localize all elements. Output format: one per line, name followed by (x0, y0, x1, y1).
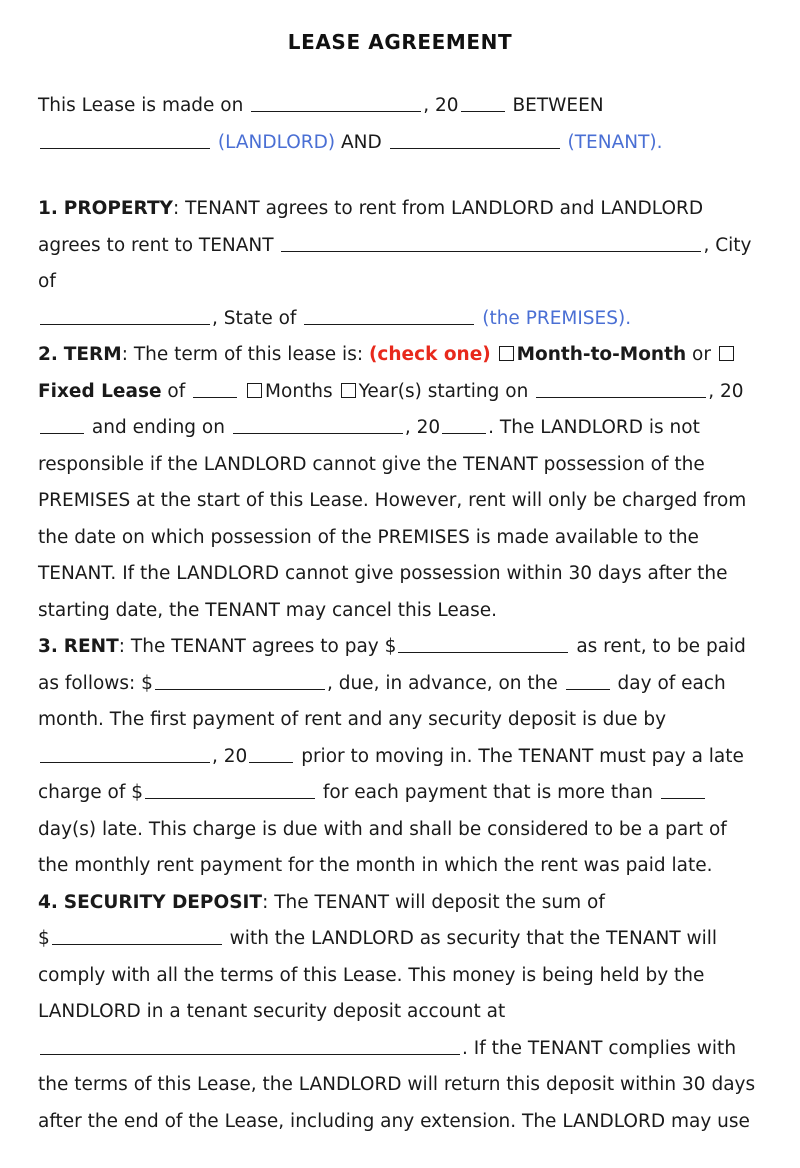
tenant-name-blank[interactable] (390, 130, 560, 149)
term-start-year-blank[interactable] (40, 415, 84, 434)
landlord-name-blank[interactable] (40, 130, 210, 149)
section-2-text-1: The term of this lease is: (133, 344, 364, 365)
section-4-heading: SECURITY DEPOSIT (63, 891, 263, 913)
section-2-heading: TERM (63, 344, 122, 365)
section-1-colon: : (172, 198, 180, 219)
first-payment-date-blank[interactable] (40, 744, 210, 763)
check-one-note: (check one) (368, 344, 491, 365)
checkbox-fixed-lease[interactable] (719, 346, 734, 361)
term-end-year-blank[interactable] (442, 415, 486, 434)
section-rent (38, 629, 762, 885)
section-1-text-3: , State of (212, 307, 297, 329)
section-2-text-3: starting on (427, 380, 529, 402)
section-3-text-8: day(s) late. This charge is due with and shall be considered to be a part of the monthly rent payment for the month in which the rent was paid late. (38, 818, 727, 876)
option-month-to-month-label: Month-to-Month (516, 344, 687, 365)
option-fixed-lease-label: Fixed Lease (38, 380, 162, 402)
section-2-text-7: . The LANDLORD is not responsible if the LANDLORD cannot give the TENANT possession of the PREMISES at the start of this Lease. However, rent will only be charged from the date on which possession of the PREMISES is made available to the TENANT. If the LANDLORD cannot give possession within 30 days after the starting date, the TENANT may cancel this Lease. (38, 417, 747, 621)
section-4-colon: : (262, 891, 269, 913)
page-title: LEASE AGREEMENT (287, 30, 513, 54)
checkbox-months[interactable] (247, 383, 262, 398)
option-years-label: Year(s) (358, 380, 422, 402)
section-3-text-5: , 20 (212, 745, 248, 767)
property-city-blank[interactable] (40, 306, 210, 325)
section-security-deposit (38, 885, 762, 1141)
section-2-text-4: , 20 (708, 380, 744, 402)
section-2-text-5: and ending on (91, 417, 225, 438)
section-4-text-2: $ (38, 928, 50, 949)
option-months-label: Months (265, 380, 333, 402)
rent-installment-blank[interactable] (155, 671, 325, 690)
date-blank[interactable] (251, 93, 421, 112)
section-4-number: 4. (38, 891, 58, 913)
intro-text-3: BETWEEN (512, 95, 604, 116)
section-4-text-1: The TENANT will deposit the sum of (274, 891, 605, 913)
checkbox-month-to-month[interactable] (499, 346, 514, 361)
section-3-text-2: as rent, to be paid as follows: $ (38, 636, 746, 694)
section-3-text-6: prior to moving in. The TENANT must pay a late charge of $ (38, 745, 744, 803)
term-start-date-blank[interactable] (536, 379, 706, 398)
section-2-or: or (692, 344, 711, 365)
section-3-text-4: day of each month. The first payment of rent and any security deposit is due by (38, 672, 726, 730)
premises-tag: (the PREMISES). (482, 307, 632, 329)
section-3-heading: RENT (63, 636, 119, 657)
intro-text-1: This Lease is made on (38, 95, 244, 116)
intro-paragraph (38, 88, 762, 161)
section-2-text-6: , 20 (404, 417, 441, 438)
section-4-text-3: with the LANDLORD as security that the TENANT will comply with all the terms of this Lease. This money is being held by the LANDLORD in a tenant security deposit account at (38, 928, 718, 1022)
section-1-number: 1. (38, 198, 58, 219)
section-1-text-1: TENANT agrees to rent from LANDLORD and LANDLORD agrees to rent to TENANT (38, 198, 704, 256)
late-days-blank[interactable] (661, 780, 705, 799)
property-address-blank[interactable] (281, 233, 701, 252)
section-1-text-2: , City of (38, 234, 752, 292)
section-property (38, 191, 762, 337)
tenant-tag: (TENANT). (567, 131, 663, 153)
term-end-date-blank[interactable] (233, 415, 403, 434)
first-payment-year-blank[interactable] (249, 744, 293, 763)
term-length-blank[interactable] (193, 379, 237, 398)
section-1-heading: PROPERTY (63, 198, 173, 219)
deposit-amount-blank[interactable] (52, 926, 222, 945)
section-3-number: 3. (38, 636, 58, 657)
section-3-text-3: , due, in advance, on the (326, 672, 558, 694)
checkbox-years[interactable] (341, 383, 356, 398)
landlord-tag: (LANDLORD) (217, 131, 336, 153)
section-3-text-7: for each payment that is more than (322, 782, 653, 803)
section-4-text-4: . If the TENANT complies with the terms of this Lease, the LANDLORD will return this deposit within 30 days after the end of the Lease, including any extension. The LANDLORD may use (38, 1037, 756, 1132)
deposit-account-blank[interactable] (40, 1036, 460, 1055)
section-3-text-1: The TENANT agrees to pay $ (130, 636, 397, 657)
section-2-colon: : (121, 344, 128, 365)
late-charge-blank[interactable] (145, 780, 315, 799)
intro-text-2: , 20 (423, 95, 459, 116)
section-3-colon: : (118, 636, 126, 657)
section-2-number: 2. (38, 344, 58, 365)
year-blank[interactable] (461, 93, 505, 112)
section-term (38, 337, 762, 629)
rent-amount-blank[interactable] (398, 634, 568, 653)
intro-and: AND (341, 131, 382, 153)
section-2-text-2: of (167, 380, 186, 402)
rent-due-day-blank[interactable] (566, 671, 610, 690)
property-state-blank[interactable] (304, 306, 474, 325)
